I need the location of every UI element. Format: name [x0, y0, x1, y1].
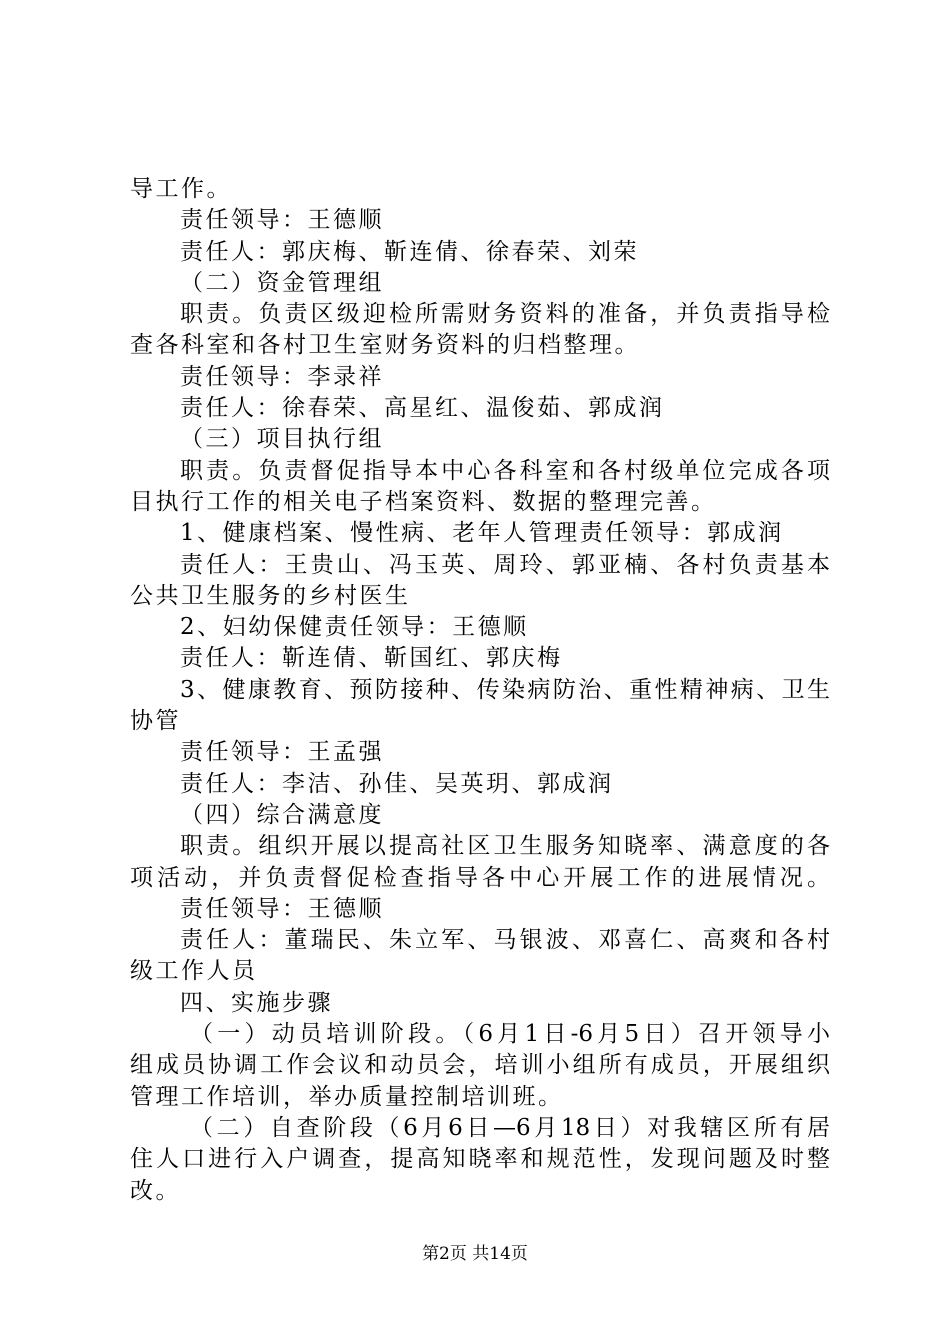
text-line: 职责。负责督促指导本中心各科室和各村级单位完成各项	[180, 457, 830, 484]
text-line: 住人口进行入户调查，提高知晓率和规范性，发现问题及时整	[130, 1146, 830, 1173]
text-line: 责任人：徐春荣、高星红、温俊茹、郭成润	[180, 395, 665, 422]
section-heading: （三）项目执行组	[180, 426, 384, 453]
text-line: 公共卫生服务的乡村医生	[130, 582, 411, 609]
text-line: 1、健康档案、慢性病、老年人管理责任领导：郭成润	[180, 520, 784, 547]
text-line: 责任领导：王德顺	[180, 895, 384, 922]
text-line: 责任领导：王德顺	[180, 207, 384, 234]
text-line: 目执行工作的相关电子档案资料、数据的整理完善。	[130, 488, 717, 515]
text-line: 责任领导：王孟强	[180, 739, 384, 766]
text-line: 导工作。	[130, 176, 232, 202]
text-line: 责任人：靳连倩、靳国红、郭庆梅	[180, 645, 563, 672]
text-line: 协管	[130, 708, 181, 735]
text-line: 改。	[130, 1177, 181, 1204]
text-line: 查各科室和各村卫生室财务资料的归档整理。	[130, 332, 640, 359]
section-heading: （四）综合满意度	[180, 801, 384, 828]
text-line: 责任人：王贵山、冯玉英、周玲、郭亚楠、各村负责基本	[180, 551, 830, 578]
text-line: （二）自查阶段（6月6日—6月18日）对我辖区所有居	[190, 1114, 830, 1141]
text-line: （一）动员培训阶段。（6月1日-6月5日）召开领导小	[190, 1021, 830, 1048]
text-line: 责任人：李洁、孙佳、吴英玥、郭成润	[180, 770, 614, 797]
text-line: 职责。组织开展以提高社区卫生服务知晓率、满意度的各	[180, 833, 830, 860]
text-line: 3、健康教育、预防接种、传染病防治、重性精神病、卫生	[180, 676, 830, 703]
text-line: 管理工作培训，举办质量控制培训班。	[130, 1083, 564, 1110]
section-heading: 四、实施步骤	[180, 989, 333, 1016]
text-line: 2、妇幼保健责任领导：王德顺	[180, 614, 529, 641]
text-line: 责任人：董瑞民、朱立军、马银波、邓喜仁、高爽和各村	[180, 927, 830, 954]
text-line: 项活动，并负责督促检查指导各中心开展工作的进展情况。	[130, 864, 830, 891]
text-line: 级工作人员	[130, 958, 258, 985]
text-line: 职责。负责区级迎检所需财务资料的准备，并负责指导检	[180, 301, 830, 328]
page-number-footer: 第2页 共14页	[422, 1244, 528, 1264]
text-line: 责任领导：李录祥	[180, 363, 384, 390]
section-heading: （二）资金管理组	[180, 269, 384, 296]
text-line: 责任人：郭庆梅、靳连倩、徐春荣、刘荣	[180, 238, 639, 265]
document-body	[130, 174, 830, 1207]
text-line: 组成员协调工作会议和动员会，培训小组所有成员，开展组织	[130, 1052, 830, 1079]
